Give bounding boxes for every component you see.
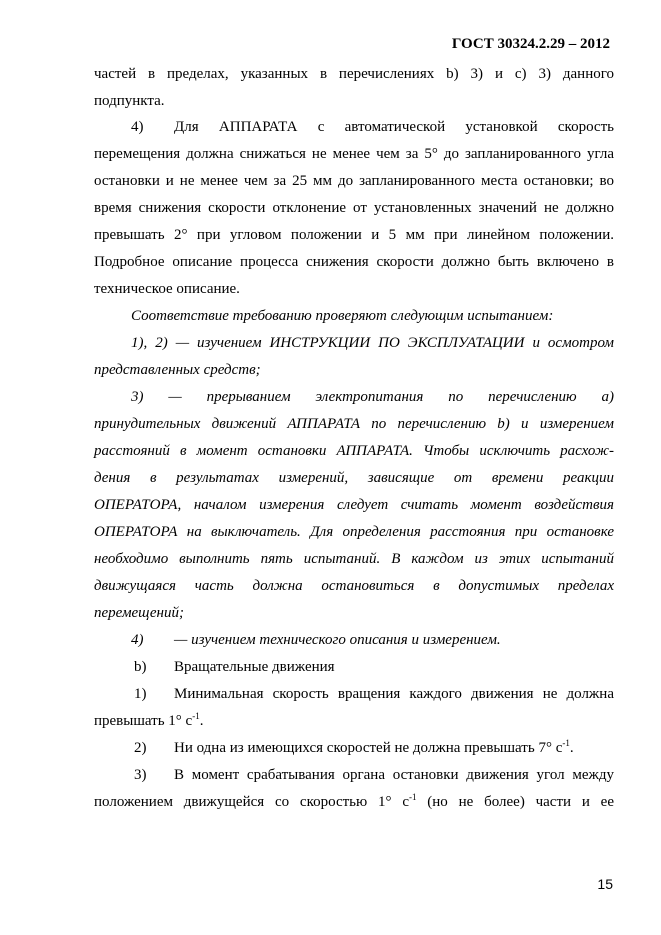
text-line: принудительных движений АППАРАТА по перечислению b) и измерением xyxy=(94,416,614,432)
text-line: Подробное описание процесса снижения скорости должно быть включено в xyxy=(94,254,614,270)
text-line: подпункта. xyxy=(94,93,165,109)
text-line: необходимо выполнить пять испытаний. В каждом из этих испытаний xyxy=(94,551,614,567)
text-line: В момент срабатывания органа остановки движения угол между xyxy=(174,767,614,783)
text-line: ОПЕРАТОРА, началом измерения следует считать момент воздействия xyxy=(94,497,614,513)
text-line: техническое описание. xyxy=(94,281,240,297)
list-number: 2) xyxy=(134,740,147,756)
text-line: остановки и не менее чем за 25 мм до запланированного места остановки; во xyxy=(94,173,614,189)
text-line: дения в результатах измерений, зависящие от времени реакции xyxy=(94,470,614,486)
document-header: ГОСТ 30324.2.29 – 2012 xyxy=(451,36,610,52)
list-number: 3) xyxy=(134,767,147,783)
text-line: превышать 1° $с^{-1}$. xyxy=(94,711,204,729)
text-line: перемещения должна снижаться не менее чем за 5° до запланированного угла xyxy=(94,146,614,162)
text-line: частей в пределах, указанных в перечислениях b) 3) и c) 3) данного xyxy=(94,66,614,82)
page-number: 15 xyxy=(597,876,613,892)
section-heading: Вращательные движения xyxy=(174,659,335,675)
text-line: представленных средств; xyxy=(94,362,261,378)
text-line: положением движущейся со скоростью 1° $с^{-1}$ (но не более) части и ее xyxy=(94,792,614,810)
list-number: b) xyxy=(134,659,147,675)
text-line: Для АППАРАТА с автоматической установкой скорость xyxy=(174,119,614,135)
list-number: 1) xyxy=(134,686,147,702)
text-line: движущаяся часть должна остановиться в допустимых пределах xyxy=(94,578,614,594)
text-line: 3) — прерыванием электропитания по перечислению а) xyxy=(131,389,614,405)
text-line: время снижения скорости отклонение от установленных значений не должно xyxy=(94,200,614,216)
text-line: — изучением технического описания и измерением. xyxy=(174,632,501,648)
text-line: превышать 2° при угловом положении и 5 мм при линейном положении. xyxy=(94,227,614,243)
text-line: ОПЕРАТОРА на выключатель. Для определения расстояния при остановке xyxy=(94,524,614,540)
text-line: перемещений; xyxy=(94,605,184,621)
list-number: 4) xyxy=(131,119,144,135)
text-line: Соответствие требованию проверяют следующим испытанием: xyxy=(131,308,554,324)
list-number: 4) xyxy=(131,632,144,648)
text-line: Минимальная скорость вращения каждого движения не должна xyxy=(174,686,614,702)
text-line: Ни одна из имеющихся скоростей не должна превышать 7° $с^{-1}$. xyxy=(174,738,574,756)
text-line: расстояний в момент остановки АППАРАТА. Чтобы исключить расхож- xyxy=(94,443,614,459)
text-line: 1), 2) — изучением ИНСТРУКЦИИ ПО ЭКСПЛУАТАЦИИ и осмотром xyxy=(131,335,614,351)
